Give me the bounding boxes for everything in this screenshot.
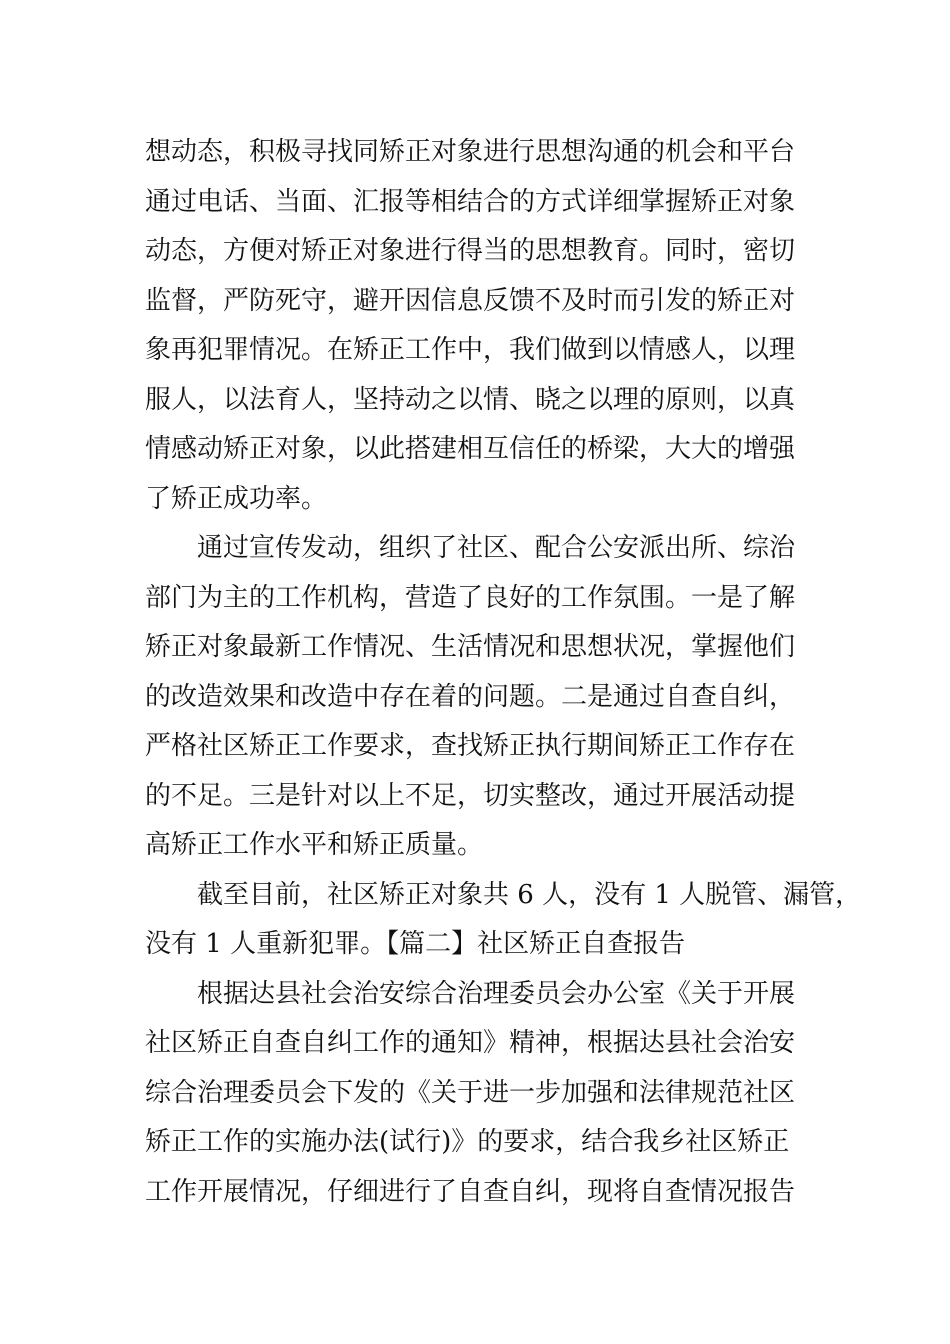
text-line: 矫正对象最新工作情况、生活情况和思想状况，掌握他们: [145, 632, 796, 662]
text-line: 通过宣传发动，组织了社区、配合公安派出所、综治: [197, 533, 796, 563]
text-line: 截至目前，社区矫正对象共 6 人，没有 1 人脱管、漏管，: [197, 879, 862, 910]
text-line: 没有 1 人重新犯罪。【篇二】社区矫正自查报告: [145, 929, 686, 959]
text-line: 矫正工作的实施办法(试行)》的要求，结合我乡社区矫正: [145, 1127, 790, 1157]
paragraph-1: [145, 128, 825, 524]
text-line: 工作开展情况，仔细进行了自查自纠，现将自查情况报告: [145, 1176, 796, 1207]
text-line: 的不足。三是针对以上不足，切实整改，通过开展活动提: [145, 780, 796, 811]
text-line: 综合治理委员会下发的《关于进一步加强和法律规范社区: [145, 1077, 796, 1108]
text-line: 社区矫正自查自纠工作的通知》精神，根据达县社会治安: [145, 1028, 796, 1058]
text-line: 根据达县社会治安综合治理委员会办公室《关于开展: [197, 978, 796, 1009]
text-line: 情感动矫正对象，以此搭建相互信任的桥梁，大大的增强: [145, 434, 796, 464]
text-line: 象再犯罪情况。在矫正工作中，我们做到以情感人，以理: [145, 335, 796, 365]
paragraph-4: [145, 970, 825, 1218]
paragraph-3: [145, 871, 862, 970]
text-line: 监督，严防死守，避开因信息反馈不及时而引发的矫正对: [145, 285, 796, 316]
text-line: 想动态，积极寻找同矫正对象进行思想沟通的机会和平台: [145, 137, 796, 167]
text-line: 高矫正工作水平和矫正质量。: [145, 830, 484, 860]
text-line: 动态，方便对矫正对象进行得当的思想教育。同时，密切: [145, 236, 796, 266]
text-line: 服人，以法育人，坚持动之以情、晓之以理的原则，以真: [145, 384, 796, 415]
text-line: 严格社区矫正工作要求，查找矫正执行期间矫正工作存在: [145, 731, 796, 761]
text-line: 了矫正成功率。: [145, 483, 328, 514]
text-line: 部门为主的工作机构，营造了良好的工作氛围。一是了解: [145, 582, 796, 613]
paragraph-2: [145, 524, 825, 871]
text-line: 的改造效果和改造中存在着的问题。二是通过自查自纠，: [145, 681, 796, 712]
text-line: 通过电话、当面、汇报等相结合的方式详细掌握矫正对象: [145, 186, 796, 217]
document-body: [145, 128, 862, 1217]
